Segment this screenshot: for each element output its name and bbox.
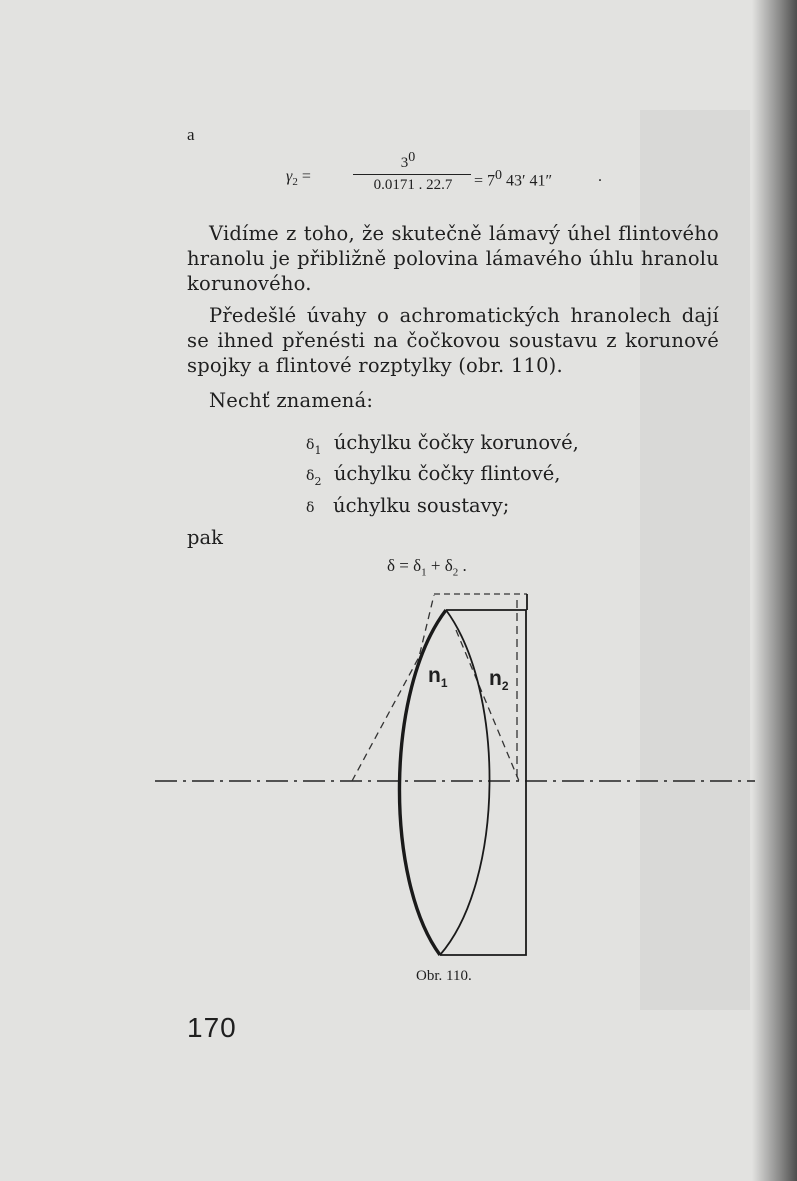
label-n2 bbox=[489, 667, 509, 693]
result-degree: 0 bbox=[495, 168, 503, 183]
equals-sign: = bbox=[301, 168, 311, 185]
numerator-value: 3 bbox=[400, 155, 409, 171]
n2-letter: n bbox=[489, 667, 502, 690]
definition-subscript: 1 bbox=[314, 443, 322, 457]
n1-letter: n bbox=[428, 664, 441, 687]
equation-end-dot: . bbox=[598, 168, 602, 185]
crown-lens-left-surface bbox=[399, 610, 446, 955]
sum-sub1: 1 bbox=[421, 566, 427, 579]
definition-subscript: 2 bbox=[314, 474, 322, 488]
crown-lens-right-surface bbox=[440, 610, 490, 955]
gamma-symbol: γ bbox=[286, 168, 293, 185]
fraction-denominator: 0.0171 . 22.7 bbox=[373, 177, 453, 193]
n1-subscript: 1 bbox=[440, 676, 448, 691]
result-value: = 7 bbox=[474, 172, 496, 190]
word-a: a bbox=[187, 125, 195, 144]
sum-lhs: δ = δ bbox=[387, 556, 422, 575]
n2-subscript: 2 bbox=[501, 679, 509, 694]
definition-symbol: δ bbox=[306, 437, 315, 453]
definition-symbol: δ bbox=[306, 468, 315, 484]
definition-text: úchylku čočky flintové, bbox=[333, 462, 561, 485]
sum-end: . bbox=[458, 556, 467, 575]
paragraph-3: Nechť znamená: bbox=[209, 389, 374, 412]
definition-text: úchylku čočky korunové, bbox=[333, 431, 579, 454]
definition-symbol: δ bbox=[306, 500, 315, 516]
figure-caption: Obr. 110. bbox=[416, 968, 472, 984]
flint-prism-outline bbox=[456, 630, 519, 781]
result-tail: 43′ 41″ bbox=[502, 172, 553, 190]
definition-text: úchylku soustavy; bbox=[333, 494, 510, 517]
page-number: 170 bbox=[187, 1012, 237, 1043]
sum-plus: + δ bbox=[426, 556, 453, 575]
label-n1 bbox=[428, 664, 448, 690]
sum-sub2: 2 bbox=[452, 566, 459, 579]
word-pak: pak bbox=[187, 526, 223, 549]
paragraph-1: Vidíme z toho, že skutečně lámavý úhel flintového hranolu je přibližně polovina lámavého úhlu hranolu korunového. bbox=[187, 222, 719, 295]
numerator-degree: 0 bbox=[408, 150, 416, 165]
gamma-subscript: 2 bbox=[292, 176, 298, 189]
paragraph-2: Předešlé úvahy o achromatických hranolech dají se ihned přenésti na čočkovou soustavu z korunové spojky a flintové rozptylky (obr. 110). bbox=[187, 304, 719, 377]
crown-prism-outline bbox=[352, 595, 434, 781]
flint-lens-outline bbox=[440, 610, 526, 955]
